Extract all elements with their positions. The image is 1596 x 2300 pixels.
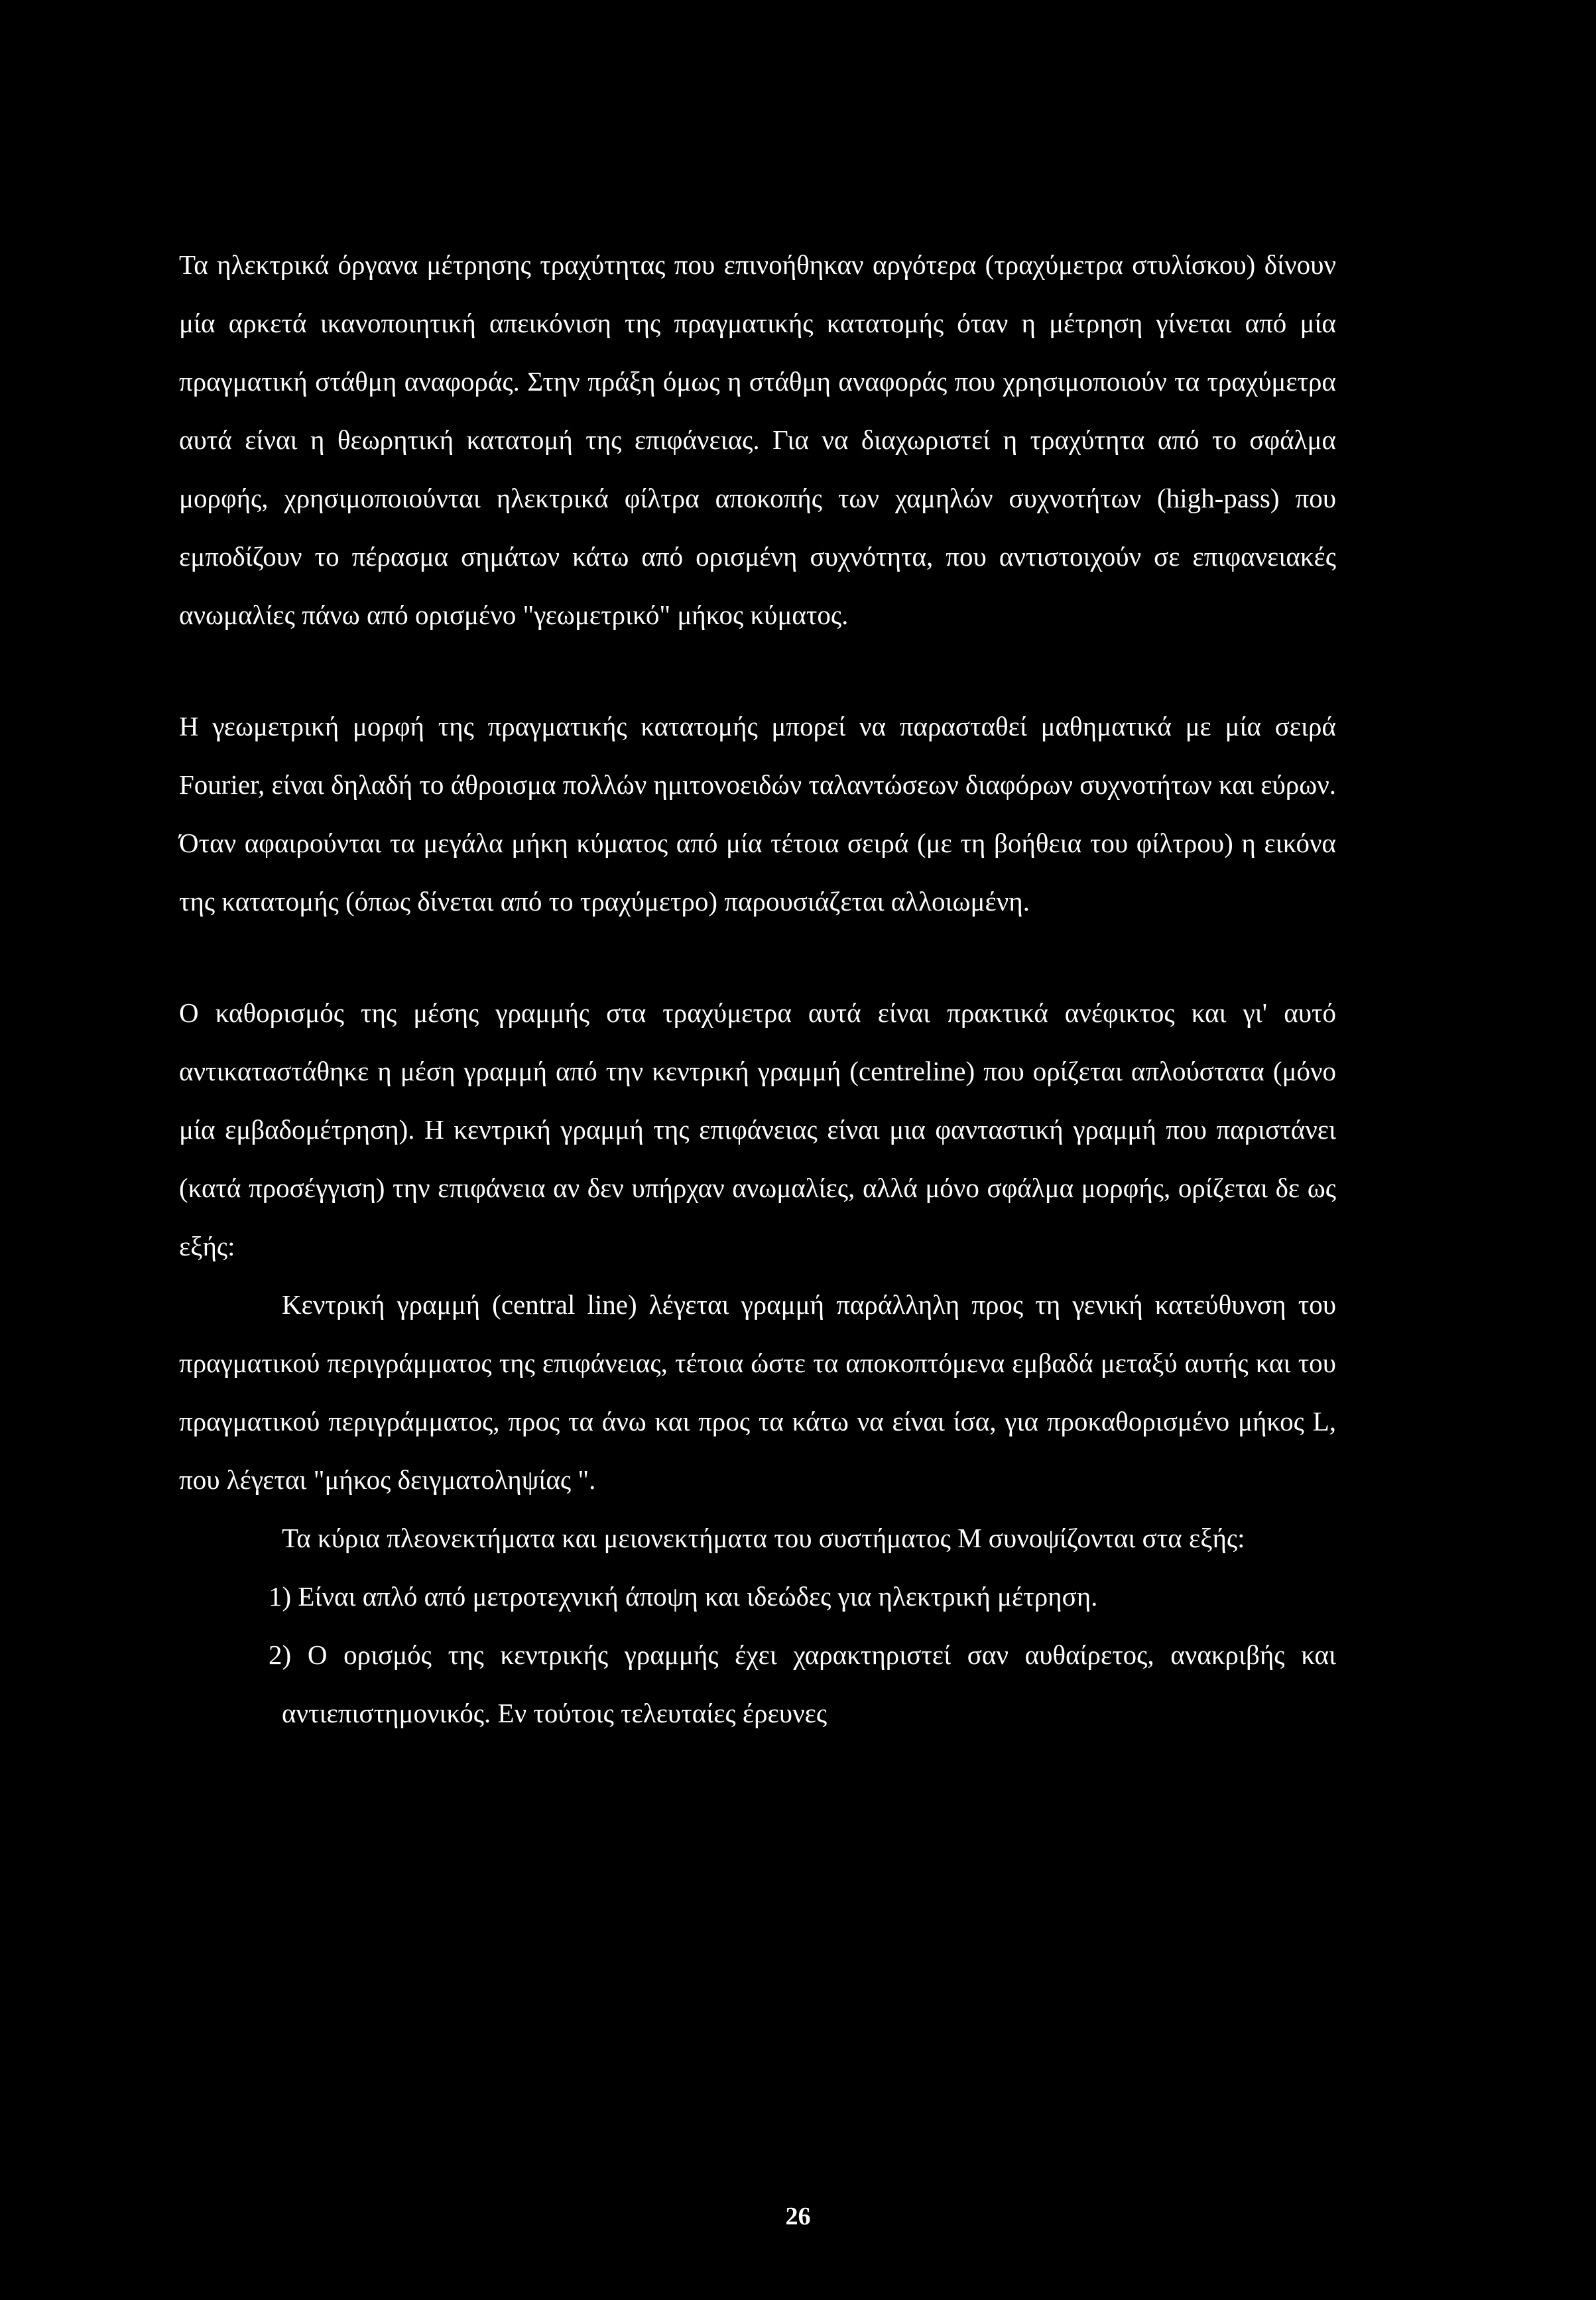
list-text-2: Ο ορισμός της κεντρικής γραμμής έχει χαρακτηριστεί σαν αυθαίρετος, ανακριβής και αντιεπιστημονικός. Εν τούτοις τελευταίες έρευνες xyxy=(282,1639,1336,1728)
document-page xyxy=(179,235,1336,2225)
paragraph-centreline: Ο καθορισμός της μέσης γραμμής στα τραχύμετρα αυτά είναι πρακτικά ανέφικτος και γι' αυτό αντικαταστάθηκε η μέση γραμμή από την κεντρική γραμμή (centreline) που ορίζεται απλούστατα (μόνο μία εμβαδομέτρηση). Η κεντρική γραμμή της επιφάνειας είναι μια φανταστική γραμμή που παριστάνει (κατά προσέγγιση) την επιφάνεια αν δεν υπήρχαν ανωμαλίες, αλλά μόνο σφάλμα μορφής, ορίζεται δε ως εξής: xyxy=(179,997,1336,1261)
page-number: 26 xyxy=(785,2203,811,2230)
list-item-2 xyxy=(179,1626,1336,1742)
list-number-1: 1) xyxy=(269,1581,292,1612)
list-text-1: Είναι απλό από μετροτεχνική άποψη και ιδεώδες για ηλεκτρική μέτρηση. xyxy=(298,1581,1098,1612)
paragraph-fourier-series: Η γεωμετρική μορφή της πραγματικής κατατομής μπορεί να παρασταθεί μαθηματικά με μία σειρά Fourier, είναι δηλαδή το άθροισμα πολλών ημιτονοειδών ταλαντώσεων διαφόρων συχνοτήτων και εύρων. Όταν αφαιρούνται τα μεγάλα μήκη κύματος από μία τέτοια σειρά (με τη βοήθεια του φίλτρου) η εικόνα της κατατομής (όπως δίνεται από το τραχύμετρο) παρουσιάζεται αλλοιωμένη. xyxy=(179,711,1336,917)
paragraph-electric-instruments: Τα ηλεκτρικά όργανα μέτρησης τραχύτητας που επινοήθηκαν αργότερα (τραχύμετρα στυλίσκου) δίνουν μία αρκετά ικανοποιητική απεικόνιση της πραγματικής κατατομής όταν η μέτρηση γίνεται από μία πραγματική στάθμη αναφοράς. Στην πράξη όμως η στάθμη αναφοράς που χρησιμοποιούν τα τραχύμετρα αυτά είναι η θεωρητική κατατομή της επιφάνειας. Για να διαχωριστεί η τραχύτητα από το σφάλμα μορφής, χρησιμοποιούνται ηλεκτρικά φίλτρα αποκοπής των χαμηλών συχνοτήτων (high-pass) που εμποδίζουν το πέρασμα σημάτων κάτω από ορισμένη συχνότητα, που αντιστοιχούν σε επιφανειακές ανωμαλίες πάνω από ορισμένο "γεωμετρικό" μήκος κύματος. xyxy=(179,249,1336,630)
list-item-1 xyxy=(179,1567,1336,1626)
paragraph-advantages-intro: Τα κύρια πλεονεκτήματα και μειονεκτήματα του συστήματος Μ συνοψίζονται στα εξής: xyxy=(282,1523,1245,1553)
paragraph-central-line-definition: Κεντρική γραμμή (central line) λέγεται γραμμή παράλληλη προς τη γενική κατεύθυνση του πραγματικού περιγράμματος της επιφάνειας, τέτοια ώστε τα αποκοπτόμενα εμβαδά μεταξύ αυτής και του πραγματικού περιγράμματος, προς τα άνω και προς τα κάτω να είναι ίσα, για προκαθορισμένο μήκος L, που λέγεται "μήκος δειγματοληψίας ". xyxy=(179,1289,1336,1495)
list-number-2: 2) xyxy=(269,1639,292,1670)
